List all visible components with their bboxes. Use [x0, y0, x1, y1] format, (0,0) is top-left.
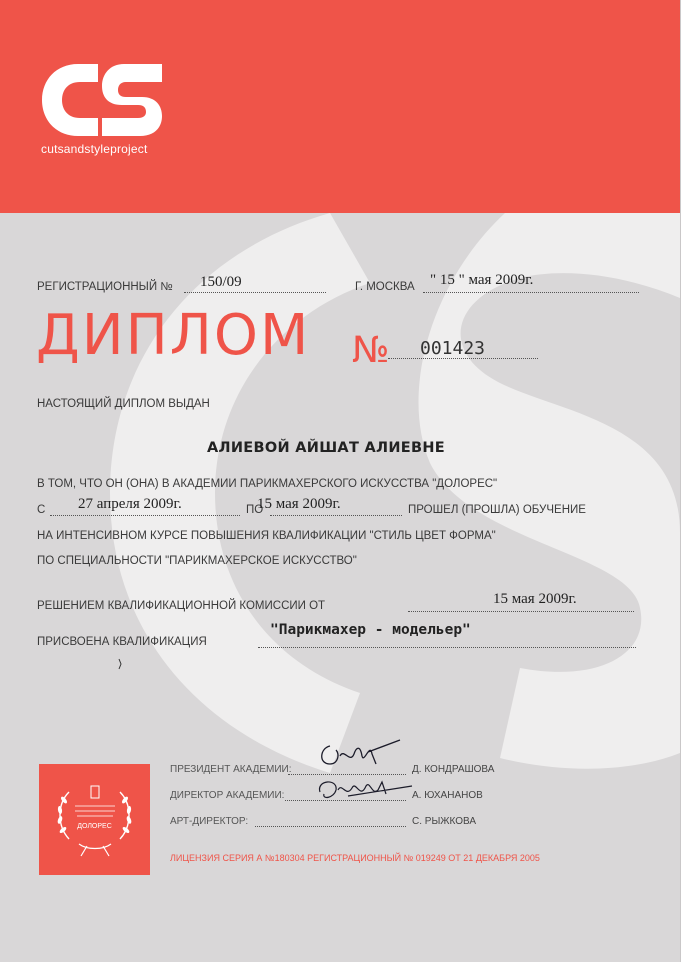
to-line [270, 515, 402, 516]
decision-date: 15 мая 2009г. [493, 591, 577, 607]
decision-line [408, 611, 634, 612]
signature-name-president: Д. КОНДРАШОВА [412, 764, 495, 775]
signature-president-icon [310, 734, 410, 774]
from-label: С [37, 504, 46, 516]
registration-line [184, 292, 326, 293]
emblem-label: ДОЛОРЕС [77, 823, 112, 830]
decision-label: РЕШЕНИЕМ КВАЛИФИКАЦИОННОЙ КОМИССИИ ОТ [37, 600, 326, 612]
to-date: 15 мая 2009г. [257, 496, 341, 512]
body-line-1: В ТОМ, ЧТО ОН (ОНА) В АКАДЕМИИ ПАРИКМАХЕРСКОГО ИСКУССТВА "ДОЛОРЕС" [37, 478, 498, 490]
diploma-number: 001423 [420, 338, 486, 359]
signature-role-director: ДИРЕКТОР АКАДЕМИИ: [170, 790, 285, 801]
number-sign: № [352, 330, 390, 371]
city-label: Г. МОСКВА [355, 281, 415, 293]
academy-emblem [39, 764, 150, 875]
registration-number: 150/09 [200, 274, 242, 290]
diploma-title: ДИПЛОМ [36, 303, 311, 368]
body-line-3: НА ИНТЕНСИВНОМ КУРСЕ ПОВЫШЕНИЯ КВАЛИФИКАЦИИ "СТИЛЬ ЦВЕТ ФОРМА" [37, 530, 496, 542]
from-line [50, 515, 240, 516]
signature-role-president: ПРЕЗИДЕНТ АКАДЕМИИ: [170, 764, 292, 775]
number-line [388, 358, 538, 359]
registration-label: РЕГИСТРАЦИОННЫЙ № [37, 281, 173, 293]
signature-name-director: А. ЮХАНАНОВ [412, 790, 483, 801]
logo-text: cutsandstyleproject [41, 142, 148, 156]
ink-mark-icon [116, 658, 124, 670]
from-date: 27 апреля 2009г. [78, 496, 182, 512]
body-line-4: ПО СПЕЦИАЛЬНОСТИ "ПАРИКМАХЕРСКОЕ ИСКУССТВО" [37, 555, 357, 567]
laurel-wreath-emblem-icon [39, 764, 150, 875]
to-label: ПО [246, 504, 264, 516]
recipient-name: АЛИЕВОЙ АЙШАТ АЛИЕВНЕ [207, 440, 445, 456]
qualification-value: "Парикмахер - модельер" [270, 622, 471, 638]
qualification-line [258, 647, 636, 648]
date-line [423, 292, 639, 293]
cs-logo-icon [40, 62, 164, 138]
signature-line-art-director [255, 826, 406, 827]
issue-date: " 15 " мая 2009г. [430, 272, 534, 288]
issued-label: НАСТОЯЩИЙ ДИПЛОМ ВЫДАН [37, 398, 210, 410]
license-text: ЛИЦЕНЗИЯ СЕРИЯ А №180304 РЕГИСТРАЦИОННЫЙ № 019249 ОТ 21 ДЕКАБРЯ 2005 [170, 853, 540, 863]
signature-role-art-director: АРТ-ДИРЕКТОР: [170, 816, 249, 827]
signature-director-icon [308, 772, 418, 808]
qualification-label: ПРИСВОЕНА КВАЛИФИКАЦИЯ [37, 636, 207, 648]
trained-label: ПРОШЕЛ (ПРОШЛА) ОБУЧЕНИЕ [408, 504, 586, 516]
signature-name-art-director: С. РЫЖКОВА [412, 816, 477, 827]
